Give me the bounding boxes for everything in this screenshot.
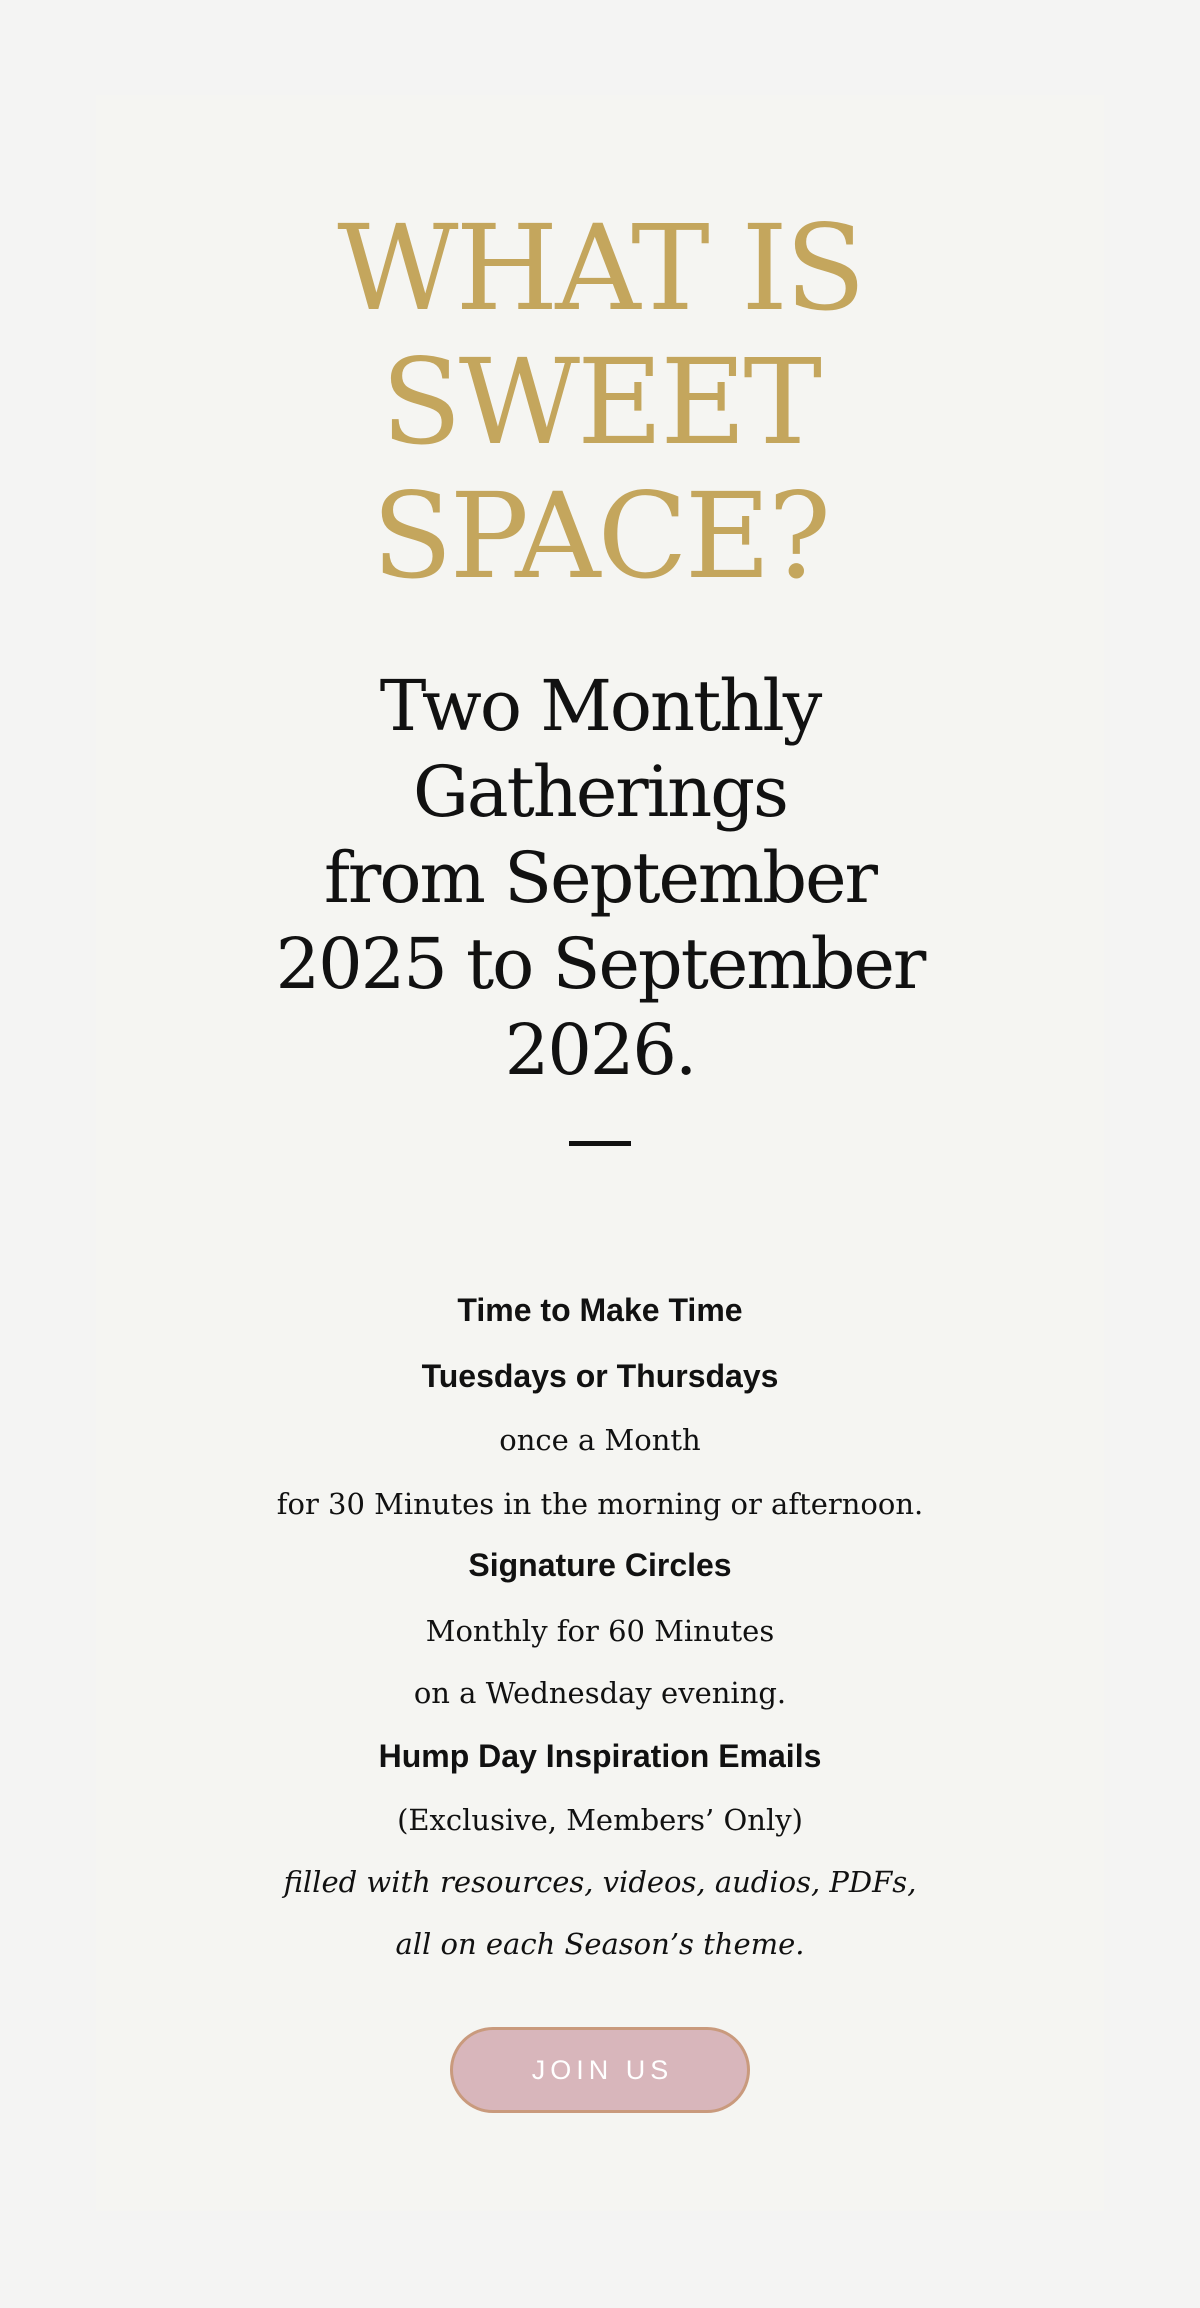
feature-days: Tuesdays or Thursdays — [421, 1358, 779, 1394]
subhead-line-5: 2026. — [504, 1009, 696, 1091]
feature-frequency: once a Month — [499, 1423, 701, 1457]
headline-line-1: WHAT IS — [337, 199, 863, 337]
section-divider — [569, 1141, 631, 1146]
feature-title-hump-day-emails: Hump Day Inspiration Emails — [378, 1738, 822, 1774]
feature-frequency: Monthly for 60 Minutes — [425, 1614, 775, 1648]
headline-line-3: SPACE? — [371, 467, 829, 605]
section-headline — [96, 201, 1104, 603]
headline-line-2: SWEET — [380, 333, 820, 471]
subhead-line-1: Two Monthly — [379, 665, 821, 747]
feature-details: on a Wednesday evening. — [413, 1676, 787, 1710]
section-subhead — [250, 663, 950, 1093]
feature-title-time-to-make-time: Time to Make Time — [457, 1292, 743, 1328]
feature-title-signature-circles: Signature Circles — [468, 1547, 732, 1583]
subhead-line-2: Gatherings — [413, 751, 787, 833]
subhead-line-3: from September — [324, 837, 876, 919]
feature-details: filled with resources, videos, audios, PDFs, — [283, 1865, 917, 1899]
feature-note: (Exclusive, Members’ Only) — [397, 1803, 803, 1837]
feature-details: all on each Season’s theme. — [395, 1927, 805, 1961]
content-card — [96, 95, 1104, 2211]
join-us-button[interactable]: JOIN US — [450, 2027, 750, 2113]
feature-details: for 30 Minutes in the morning or afternoon. — [276, 1487, 924, 1521]
subhead-line-4: 2025 to September — [275, 923, 925, 1005]
features-list — [250, 1290, 950, 1964]
